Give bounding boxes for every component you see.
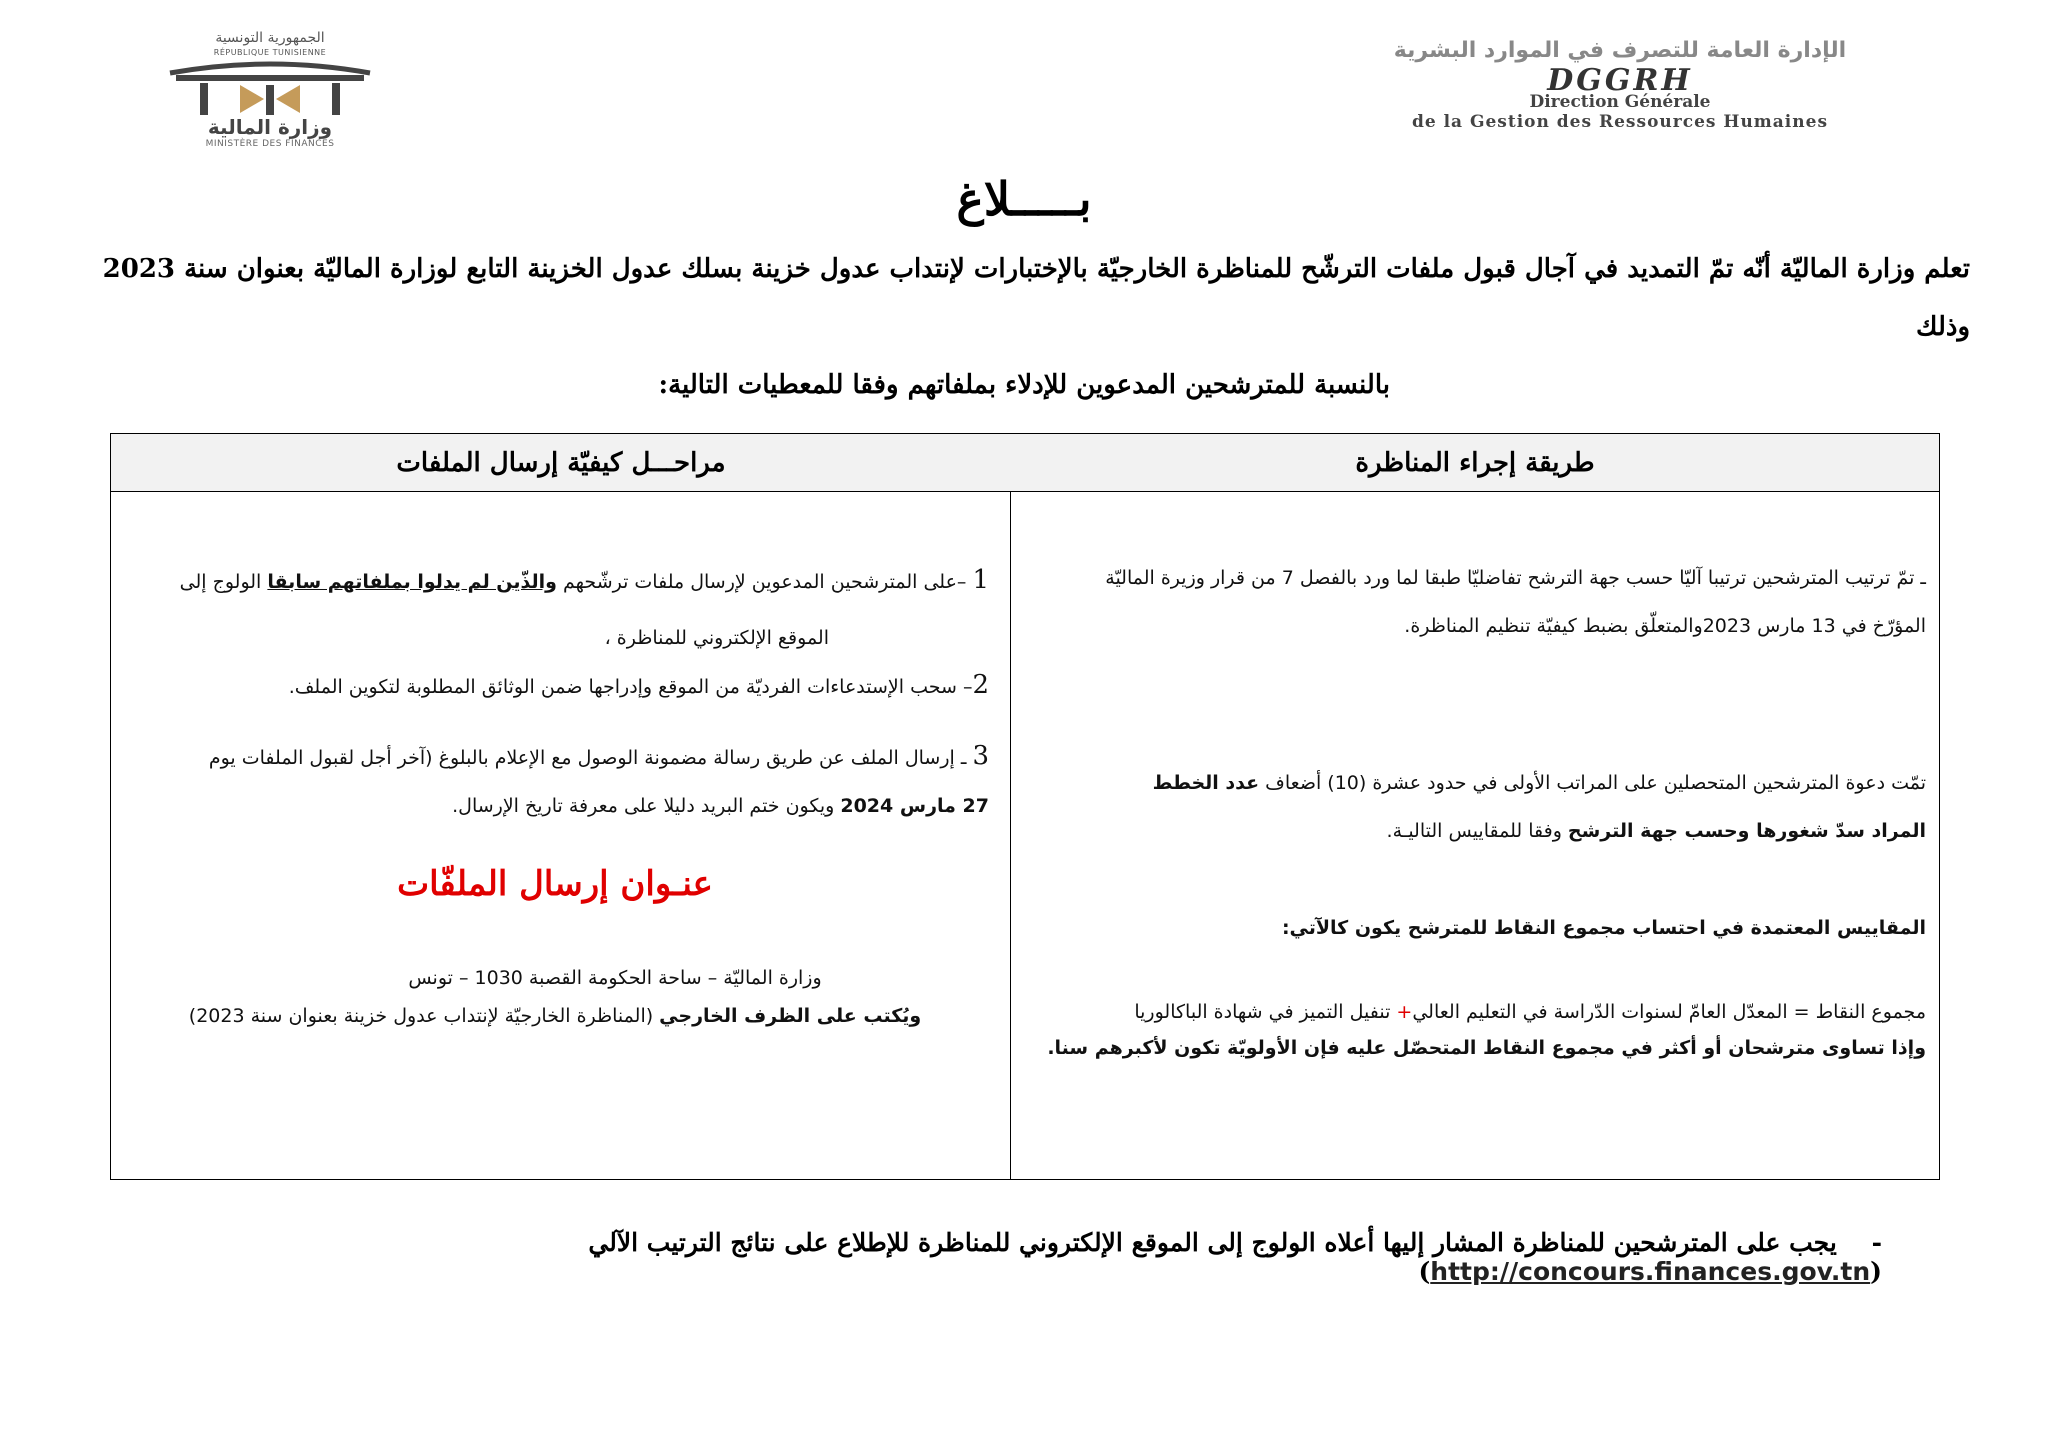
address-line-1: وزارة الماليّة – ساحة الحكومة القصبة 1030 – تونس [408,967,822,989]
criteria-heading: المقاييس المعتمدة في احتساب مجموع النقاط للمترشح يكون كالآتي: [1281,917,1926,939]
ministry-emblem-icon [160,61,380,117]
footer-text: يجب على المترشحين للمناظرة المشار إليها أعلاه الولوج إلى الموقع الإلكتروني للمناظرة للإطلاع على نتائج الترتيب الآلي [588,1228,1837,1257]
column-divider [1010,434,1011,1179]
ministry-name-ar: وزارة المالية [207,115,333,139]
ranking-paragraph [1016,554,1926,650]
ranking-line-2: المؤرّخ في 13 مارس 2023والمتعلّق بضبط كيفيّة تنظيم المناظرة. [1404,615,1926,637]
step-3-deadline: 27 مارس 2024 [840,795,989,817]
step-2-number: 2 [972,670,989,700]
intro-line-1: تعلم وزارة الماليّة أنّه تمّ التمديد في آجال قبول ملفات الترشّح للمناظرة الخارجيّة بالإختبارات لإنتداب عدول خزينة بسلك عدول الخزينة التابع لوزارة الماليّة بعنوان سنة 2023 وذلك [102,254,1970,342]
step-1-bold: والذّين لم يدلوا بملفاتهم سابقا [267,571,557,593]
ministry-name-fr: MINISTÈRE DES FINANCES [205,139,335,149]
header-competition-method: طريقة إجراء المناظرة [1011,434,1939,492]
formula-text-b: تنفيل التميز في شهادة الباكالوريا [1134,1001,1397,1023]
invitation-text-b: وفقا للمقاييس التاليـة. [1386,820,1568,842]
dggrh-abbreviation: DGGRH [1547,63,1693,98]
procedure-table [110,433,1940,1180]
invitation-bold-1: عدد الخطط [1152,772,1260,794]
step-3-text-a: ـ إرسال الملف عن طريق رسالة مضمونة الوصول مع الإعلام بالبلوغ (آخر أجل لقبول الملفات يوم [208,747,973,769]
invitation-bold-2: المراد سدّ شغورها وحسب جهة الترشح [1567,820,1926,842]
step-1-text-b: الولوج إلى [179,571,268,593]
formula-text-a: مجموع النقاط = المعدّل العامّ لسنوات الدّراسة في التعليم العالي [1412,1001,1926,1023]
dggrh-name-ar: الإدارة العامة للتصرف في الموارد البشرية [1393,38,1847,63]
formula-plus: + [1396,1001,1413,1023]
score-formula-paragraph [1016,994,1926,1066]
document-title: بـــــلاغ [956,172,1092,226]
footer-dash: - [1871,1228,1882,1257]
country-name-ar: الجمهورية التونسية [215,30,325,46]
address-block [121,959,989,1035]
invitation-text-a: تمّت دعوة المترشحين المتحصلين على المراتب الأولى في حدود عشرة (10) أضعاف [1259,772,1926,794]
step-1 [121,552,989,666]
step-2 [121,662,989,710]
dggrh-name-fr-line2: de la Gestion des Ressources Humaines [1411,112,1829,132]
step-2-text: – سحب الإستدعاءات الفرديّة من الموقع وإدراجها ضمن الوثائق المطلوبة لتكوين الملف. [288,676,973,698]
dggrh-name-fr-line1: Direction Générale [1529,92,1711,112]
step-1-text-a: –على المترشحين المدعوين لإرسال ملفات ترشّحهم [556,571,973,593]
invitation-paragraph [1016,759,1926,855]
intro-line-2: بالنسبة للمترشحين المدعوين للإدلاء بملفاتهم وفقا للمعطيات التالية: [658,370,1390,400]
envelope-instruction: ويُكتب على الظرف الخارجي [659,1005,922,1027]
ministry-logo [140,30,400,160]
step-3-number: 3 [972,741,989,771]
step-1-line-2: الموقع الإلكتروني للمناظرة ، [604,627,829,649]
address-heading: عنـوان إرسال الملفّات [397,864,713,904]
dggrh-logo [1320,38,1920,148]
header-file-submission-steps: مراحـــل كيفيّة إرسال الملفات [111,434,1011,492]
step-3-text-b: ويكون ختم البريد دليلا على معرفة تاريخ الإرسال. [452,795,841,817]
tie-break-rule: وإذا تساوى مترشحان أو أكثر في مجموع النقاط المتحصّل عليه فإن الأولويّة تكون لأكبرهم سنا. [1047,1037,1926,1059]
intro-paragraph [90,240,1970,414]
envelope-label: (المناظرة الخارجيّة لإنتداب عدول خزينة بعنوان سنة 2023) [188,1005,660,1027]
results-website-link[interactable]: http://concours.finances.gov.tn [1430,1257,1871,1286]
ranking-line-1: ـ تمّ ترتيب المترشحين ترتيبا آليّا حسب جهة الترشح تفاضليّا طبقا لما ورد بالفصل 7 من قرار وزيرة الماليّة [1105,567,1926,589]
footer-note: - يجب على المترشحين للمناظرة المشار إليها أعلاه الولوج إلى الموقع الإلكتروني للمناظرة للإطلاع على نتائج الترتيب الآلي (http://concours.finances.gov.tn) [588,1228,1882,1286]
country-name-fr: RÉPUBLIQUE TUNISIENNE [213,48,327,57]
step-3 [121,732,989,830]
step-1-number: 1 [972,565,989,595]
